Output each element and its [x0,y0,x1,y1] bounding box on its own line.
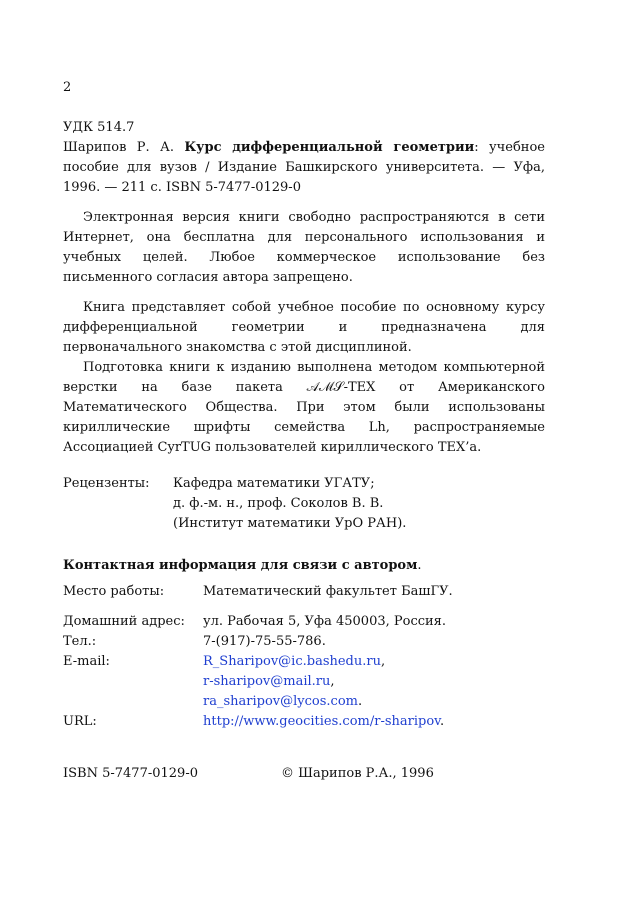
email-link-2[interactable]: r-sharipov@mail.ru [203,674,331,689]
work-row [63,582,545,602]
reviewers-label: Рецензенты: [63,476,150,491]
email-link-1[interactable]: R_Sharipov@ic.bashedu.ru [203,654,381,669]
contact-heading: Контактная информация для связи с автором. [63,558,422,573]
home-value: ул. Рабочая 5, Уфа 450003, Россия. [203,614,447,629]
udk-code: УДК 514.7 [63,120,135,135]
url-label: URL: [63,714,97,729]
reviewer-1: Кафедра математики УГАТУ; [173,476,375,491]
citation-details: учебное пособие для вузов / Издание Башкирского университета. — Уфа, 1996. — 211 с. ISBN 5-7477-0129-0 [63,140,545,195]
home-label: Домашний адрес: [63,614,185,629]
phone-value: 7-(917)-75-55-786. [203,634,326,649]
reviewers-row [63,474,545,534]
email-row [63,652,545,712]
reviewer-2: д. ф.-м. н., проф. Соколов В. В. [173,496,384,511]
email-label: E-mail: [63,654,110,669]
citation-title: Курс дифференциальной геометрии [184,140,475,155]
imprint-page [63,78,545,732]
url-link[interactable]: http://www.geocities.com/r-sharipov [203,714,440,729]
footer-copyright: © Шарипов Р.А., 1996 [281,766,434,781]
email-link-3[interactable]: ra_sharipov@lycos.com [203,694,358,709]
paragraph-typeset: Подготовка книги к изданию выполнена методом компьютерной верстки на базе пакета 𝒜ℳ𝒮-TEX от Американского Математического Общества. При этом были использованы кириллические шрифты семейства Lh, распространяемые Ассоциацией CyrTUG пользователей кириллического TEX’а. [63,360,545,455]
work-value: Математический факультет БашГУ. [203,584,453,599]
citation-author: Шарипов Р. А. [63,140,174,155]
work-label: Место работы: [63,584,165,599]
citation-colon: : [474,140,479,155]
paragraph-about: Книга представляет собой учебное пособие по основному курсу дифференциальной геометрии и предназначена для первоначального знакомства с этой дисциплиной. [63,300,545,355]
url-row: URL: http://www.geocities.com/r-sharipov. [63,712,545,732]
phone-row [63,632,545,652]
home-row [63,612,545,632]
phone-label: Тел.: [63,634,97,649]
reviewer-2-affiliation: (Институт математики УрО РАН). [173,516,407,531]
reviewers-list [173,474,545,534]
footer-isbn: ISBN 5-7477-0129-0 [63,766,198,781]
citation [63,138,545,198]
page-number: 2 [63,80,72,95]
paragraph-electronic: Электронная версия книги свободно распространяются в сети Интернет, она бесплатна для персонального использования и учебных целей. Любое коммерческое использование без письменного согласия автора запрещено. [63,210,545,285]
email-list: R_Sharipov@ic.bashedu.ru, r-sharipov@mail.ru, ra_sharipov@lycos.com. [203,654,386,709]
